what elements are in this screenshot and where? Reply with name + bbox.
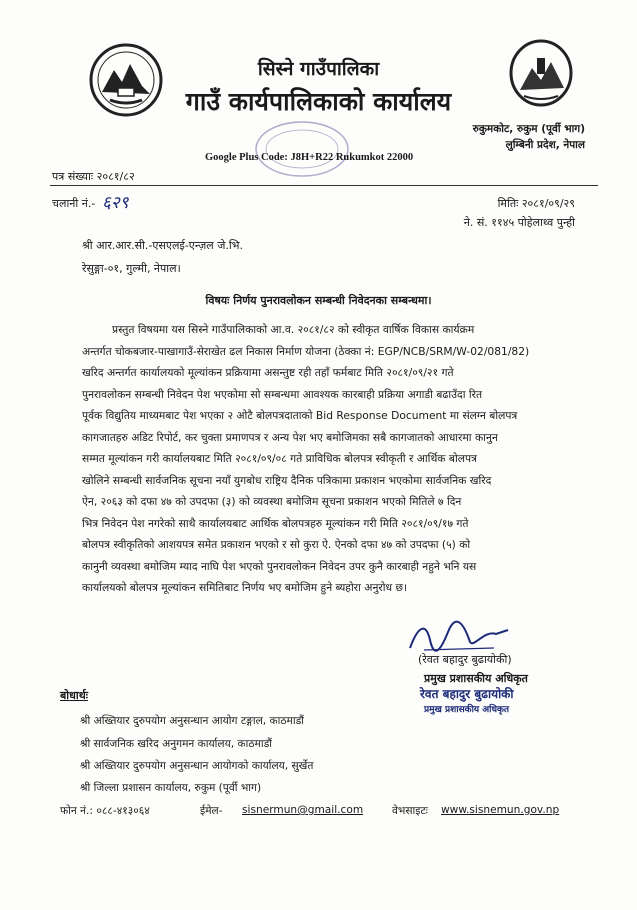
signatory-designation: प्रमुख प्रशासकीय अधिकृत xyxy=(424,672,528,685)
body-line: कानुनी व्यवस्था बमोजिम म्याद नाघि पेश भएको पुनरावलोकन निवेदन उपर कुनै कारबाही नहुने भनि यस xyxy=(82,559,477,573)
signature-stamp-title: प्रमुख प्रशासकीय अधिकृत xyxy=(424,705,510,715)
header-divider xyxy=(50,185,598,186)
recipient-address: रेसुङ्गा-०१, गुल्मी, नेपाल। xyxy=(82,262,181,275)
body-line: ऐन, २०६३ को दफा ४७ को उपदफा (३) को व्यवस्था बमोजिम सूचना प्रकाशन भएको मितिले ७ दिन xyxy=(82,495,462,508)
signatory-name: (रेवत बहादुर बुढायोकी) xyxy=(418,653,512,666)
body-line: प्रस्तुत विषयमा यस सिस्ने गाउँपालिकाको आ.व. २०८१/८२ को स्वीकृत वार्षिक विकास कार्यक्रम xyxy=(112,323,475,336)
body-line: भित्र निवेदन पेश नगरेको साथै कार्यालयबाट आर्थिक बोलपत्रहरु मूल्यांकन गरी मिति २०८१/०९/१७ गते xyxy=(82,516,469,530)
footer-phone: फोन नं.: ०८८-४१३०६४ xyxy=(60,805,150,817)
body-line: कागजातहरु अडिट रिपोर्ट, कर चुक्ता प्रमाणपत्र र अन्य पेश भए बमोजिमका सबै कागजातको आधारमा कानुन xyxy=(82,430,498,444)
body-line: पुनरावलोकन सम्बन्धी निवेदन पेश भएकोमा सो सम्बन्धमा आवश्यक कारबाही प्रक्रिया अगाडी बढाउँदा रित xyxy=(82,387,483,401)
cc-title: बोधार्थः xyxy=(60,689,88,702)
body-line: अन्तर्गत चोकबजार-पाखागाउँ-सेराखेत ढल निकास निर्माण योजना (ठेक्का नं: EGP/NCB/SRM/W-02/081/82) xyxy=(82,344,530,358)
office-stamp xyxy=(252,118,352,180)
letter-subject: विषयः निर्णय पुनरावलोकन सम्बन्धी निवेदनका सम्बन्धमा। xyxy=(205,294,432,307)
footer-email-link[interactable]: sisnermun@gmail.com xyxy=(242,804,364,816)
address-line-2: लुम्बिनी प्रदेश, नेपाल xyxy=(505,139,585,151)
footer-website-label: वेभसाइटः xyxy=(392,805,428,817)
plus-code: Google Plus Code: J8H+R22 Rukumkot 22000 xyxy=(205,152,414,163)
cc-item: श्री अख्तियार दुरुपयोग अनुसन्धान आयोगको कार्यालय, सुर्खेत xyxy=(80,760,314,772)
body-line: खरिद अन्तर्गत कार्यालयको मूल्यांकन प्रक्रियामा असन्तुष्ट रही तहाँ फर्मबाट मिति २०८१/०९/२१ गते xyxy=(82,366,454,379)
footer-email-label: ईमेल- xyxy=(200,805,223,817)
cc-item: श्री अख्तियार दुरुपयोग अनुसन्धान आयोग टङ्गाल, काठमाडौं xyxy=(80,715,305,727)
body-line: बोलपत्र स्वीकृतिको आशयपत्र समेत प्रकाशन भएको र सो कुरा ऐ. ऐनको दफा ४७ को उपदफा (५) को xyxy=(82,538,471,551)
nepal-sambat-date: ने. सं. ११४५ पोहेलाथ्व पुन्ही xyxy=(463,216,575,229)
office-name: गाउँ कार्यपालिकाको कार्यालय xyxy=(185,87,452,116)
recipient-name: श्री आर.आर.सी.-एसएलई-एन्ज़ल जे.भि. xyxy=(82,239,244,252)
cc-item: श्री जिल्ला प्रशासन कार्यालय, रुकुम (पूर्वी भाग) xyxy=(80,782,262,794)
body-line: पूर्वक विद्युतिय माध्यमबाट पेश भएका २ ओटै बोलपत्रदाताको Bid Response Document मा संलग्न बोलपत्र xyxy=(82,409,518,422)
address-line-1: रुकुमकोट, रुकुम (पूर्वी भाग) xyxy=(472,123,585,135)
signature-stamp-name: रेवत बहादुर बुढायोकी xyxy=(420,687,514,701)
letter-body xyxy=(82,319,585,599)
municipality-name: सिस्ने गाउँपालिका xyxy=(257,58,380,80)
letter-date: मितिः २०८१/०९/२९ xyxy=(497,197,575,210)
cc-item: श्री सार्वजनिक खरिद अनुगमन कार्यालय, काठमाडौं xyxy=(80,738,273,750)
body-line: खोलिने सम्बन्धी सार्वजनिक सूचना नयाँ युगबोध राष्ट्रिय दैनिक पत्रिकामा प्रकाशन भएकोमा सार्वजनिक खरिद xyxy=(82,473,492,487)
dispatch-number: ६२९ xyxy=(102,193,129,213)
body-line: सम्मत मूल्यांकन गरी कार्यालयबाट मिति २०८१/०९/०८ गते प्राविधिक बोलपत्र स्वीकृती र आर्थिक बोलपत्र xyxy=(82,452,477,465)
dispatch-label: चलानी नं.- xyxy=(52,197,96,210)
footer-website-link[interactable]: www.sisnemun.gov.np xyxy=(441,804,560,816)
body-line: कार्यालयको बोलपत्र मूल्यांकन समितिबाट निर्णय भए बमोजिम हुने ब्यहोरा अनुरोध छ। xyxy=(82,581,408,594)
letter-number: पत्र संख्याः २०८१/८२ xyxy=(52,170,135,183)
